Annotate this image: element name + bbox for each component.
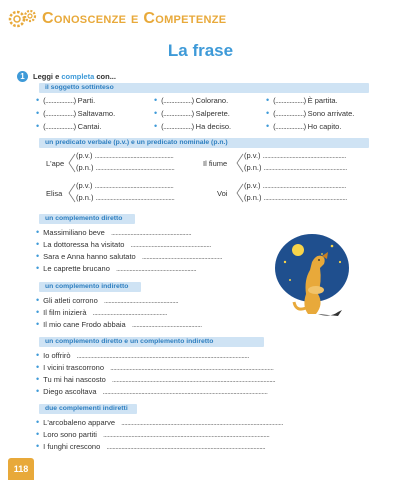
page-header (8, 8, 226, 30)
header-title: Conoscenze e Competenze (42, 10, 227, 27)
item-text: Loro sono partiti (43, 430, 97, 439)
indiretto-item: • Gli atleti corrono .................................................. (36, 295, 179, 305)
page-title: La frase (167, 41, 234, 60)
blank-field[interactable]: (..................) (161, 109, 194, 118)
diretto-item: • La dottoressa ha visitato ...................................................... (36, 239, 211, 249)
indiretto-item: • Il mio cane Frodo abbaia ............................................... (36, 319, 202, 329)
answer-blank[interactable]: .................................................. (92, 308, 167, 317)
soggetto-item: • (..................) Ho capito. (266, 121, 342, 131)
answer-blank[interactable]: .................................................................................................................... (76, 351, 249, 360)
answer-blank[interactable]: .................................................. (103, 296, 179, 305)
due-indiretti-item: • Loro sono partiti ................................................................................................................ (36, 429, 270, 439)
item-text: Ha deciso. (195, 122, 232, 131)
exercise-number-badge: 1 (17, 71, 28, 82)
predicato-subject: Il fiume (203, 159, 228, 168)
soggetto-item: • (..................) Colorano. (154, 95, 229, 105)
item-text: Il mio cane Frodo abbaia (43, 320, 126, 329)
pv-blank[interactable]: ..................................................... (94, 181, 174, 190)
item-text: Gli atleti corrono (43, 296, 98, 305)
item-text: Tu mi hai nascosto (43, 375, 106, 384)
item-text: Sono arrivate. (307, 109, 355, 118)
answer-blank[interactable]: ...................................................... (115, 264, 197, 273)
instruction-complete: completa (61, 72, 95, 81)
item-text: I vicini trascorrono (43, 363, 105, 372)
blank-field[interactable]: (..................) (43, 122, 76, 131)
answer-blank[interactable]: .............................................................................................................. (111, 375, 276, 384)
predicato-subject: Voi (217, 189, 228, 198)
pn-blank[interactable]: ........................................................ (263, 193, 347, 202)
soggetto-item: • (..................) Cantai. (36, 121, 102, 131)
blank-field[interactable]: (..................) (161, 96, 194, 105)
item-text: I funghi crescono (43, 442, 101, 451)
exercise-instruction (17, 71, 116, 82)
instruction-with: con... (94, 72, 116, 81)
section-label-diretto-indiretto: un complemento diretto e un complemento indiretto (39, 337, 264, 347)
brace-icon (236, 153, 244, 173)
diretto-indiretto-item: • Diego ascoltava ............................................................................................................... (36, 386, 268, 396)
soggetto-item: • (..................) Parti. (36, 95, 96, 105)
soggetto-item: • (..................) Saltavamo. (36, 108, 116, 118)
section-label-due-indiretti: due complementi indiretti (39, 404, 137, 414)
predicato-item (46, 181, 196, 205)
blank-field[interactable]: (..................) (273, 109, 306, 118)
item-text: Ho capito. (307, 122, 342, 131)
pn-blank[interactable]: ..................................................... (95, 163, 175, 172)
pv-label: (p.v.) (244, 181, 261, 190)
predicato-item (203, 151, 373, 175)
instruction-read: Leggi (33, 72, 53, 81)
due-indiretti-item: • I funghi crescono ........................................................................................................... (36, 441, 266, 451)
pn-label: (p.n.) (76, 193, 94, 202)
diretto-item: • Le caprette brucano ...................................................... (36, 263, 197, 273)
brace-icon (68, 153, 76, 173)
item-text: È partita. (307, 96, 338, 105)
gears-icon (8, 8, 38, 30)
predicato-item (217, 181, 377, 205)
answer-blank[interactable]: ............................................... (131, 320, 202, 329)
item-text: Massimiliano beve (43, 228, 105, 237)
section-label-indiretto: un complemento indiretto (39, 282, 141, 292)
pv-label: (p.v.) (244, 151, 261, 160)
item-text: Cantai. (77, 122, 102, 131)
item-text: Salperete. (195, 109, 230, 118)
item-text: Io offrirò (43, 351, 71, 360)
item-text: L'arcobaleno apparve (43, 418, 116, 427)
dog-moon-illustration (272, 232, 352, 322)
predicato-subject: L'ape (46, 159, 65, 168)
soggetto-item: • (..................) Salperete. (154, 108, 230, 118)
pv-blank[interactable]: ........................................................ (262, 181, 346, 190)
item-text: Sara e Anna hanno salutato (43, 252, 136, 261)
diretto-item: • Sara e Anna hanno salutato ...................................................... (36, 251, 222, 261)
item-text: Colorano. (195, 96, 229, 105)
due-indiretti-item: • L'arcobaleno apparve ............................................................................................................. (36, 417, 283, 427)
pv-blank[interactable]: ..................................................... (94, 151, 174, 160)
diretto-indiretto-item: • I vicini trascorrono .............................................................................................................. (36, 362, 274, 372)
brace-icon (236, 183, 244, 203)
blank-field[interactable]: (..................) (273, 96, 306, 105)
answer-blank[interactable]: ................................................................................................................ (103, 430, 270, 439)
pv-label: (p.v.) (76, 151, 93, 160)
diretto-indiretto-item: • Io offrirò .................................................................................................................... (36, 350, 249, 360)
answer-blank[interactable]: ............................................................................................................... (102, 387, 268, 396)
predicato-subject: Elisa (46, 189, 63, 198)
diretto-item: • Massimiliano beve ...................................................... (36, 227, 192, 237)
item-text: La dottoressa ha visitato (43, 240, 125, 249)
pn-blank[interactable]: ........................................................ (263, 163, 347, 172)
answer-blank[interactable]: ............................................................................................................. (121, 418, 283, 427)
item-text: Le caprette brucano (43, 264, 110, 273)
soggetto-item: • (..................) Ha deciso. (154, 121, 232, 131)
blank-field[interactable]: (..................) (273, 122, 306, 131)
predicato-item (46, 151, 196, 175)
answer-blank[interactable]: .............................................................................................................. (110, 363, 274, 372)
indiretto-item: • Il film inizierà .................................................. (36, 307, 167, 317)
brace-icon (68, 183, 76, 203)
pn-label: (p.n.) (244, 163, 262, 172)
section-label-predicato: un predicato verbale (p.v.) e un predicato nominale (p.n.) (39, 138, 369, 148)
blank-field[interactable]: (..................) (161, 122, 194, 131)
pn-blank[interactable]: ..................................................... (95, 193, 175, 202)
instruction-and: e (53, 72, 62, 81)
page-number: 118 (8, 458, 34, 480)
answer-blank[interactable]: ........................................................................................................... (106, 442, 266, 451)
soggetto-item: • (..................) È partita. (266, 95, 338, 105)
blank-field[interactable]: (..................) (43, 109, 76, 118)
blank-field[interactable]: (..................) (43, 96, 76, 105)
item-text: Diego ascoltava (43, 387, 97, 396)
answer-blank[interactable]: ...................................................... (130, 240, 211, 249)
answer-blank[interactable]: ...................................................... (141, 252, 222, 261)
pv-label: (p.v.) (76, 181, 93, 190)
item-text: Parti. (77, 96, 96, 105)
section-label-diretto: un complemento diretto (39, 214, 135, 224)
pn-label: (p.n.) (76, 163, 94, 172)
diretto-indiretto-item: • Tu mi hai nascosto .............................................................................................................. (36, 374, 276, 384)
soggetto-item: • (..................) Sono arrivate. (266, 108, 355, 118)
item-text: Il film inizierà (43, 308, 87, 317)
pv-blank[interactable]: ........................................................ (262, 151, 346, 160)
item-text: Saltavamo. (77, 109, 116, 118)
section-label-soggetto: il soggetto sottinteso (39, 83, 369, 93)
pn-label: (p.n.) (244, 193, 262, 202)
answer-blank[interactable]: ...................................................... (110, 228, 192, 237)
